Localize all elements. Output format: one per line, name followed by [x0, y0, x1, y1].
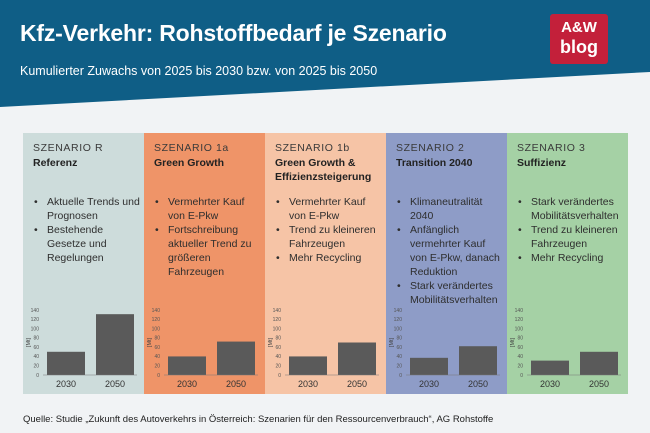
scenario-label: SZENARIO 1a — [154, 142, 229, 154]
y-tick-label: 20 — [517, 363, 523, 370]
scenario-panel — [507, 133, 628, 394]
y-tick-label: 120 — [514, 317, 523, 324]
y-tick-label: 0 — [36, 372, 39, 379]
scenario-bullets — [396, 195, 504, 307]
bar-2050 — [459, 346, 497, 375]
y-tick-label: 60 — [396, 344, 402, 351]
scenario-bullets — [33, 195, 141, 265]
y-tick-label: 140 — [272, 307, 281, 314]
bar-2030 — [531, 361, 569, 375]
y-tick-label: 20 — [154, 363, 160, 370]
y-axis-label: [Mt] — [268, 337, 274, 348]
bar-2050 — [96, 314, 134, 375]
y-axis-label: [Mt] — [26, 337, 32, 348]
y-tick-label: 140 — [393, 307, 402, 314]
y-tick-label: 40 — [33, 354, 39, 361]
bar-2050 — [338, 343, 376, 376]
x-category-label: 2050 — [104, 379, 126, 389]
y-tick-label: 0 — [278, 372, 281, 379]
page-title: Kfz-Verkehr: Rohstoffbedarf je Szenario — [20, 20, 447, 46]
scenario-panel — [265, 133, 386, 394]
y-tick-label: 120 — [272, 317, 281, 324]
bullet-item: • Aktuelle Trends und Prognosen — [33, 195, 141, 223]
bar-2030 — [168, 356, 206, 375]
bullet-item: • Fortschreibung aktueller Trend zu größeren Fahrzeugen — [154, 223, 262, 279]
y-tick-label: 120 — [393, 317, 402, 324]
mini-bar-chart — [144, 304, 265, 390]
y-tick-label: 0 — [399, 372, 402, 379]
y-tick-label: 80 — [33, 335, 39, 342]
y-tick-label: 140 — [30, 307, 39, 314]
y-tick-label: 100 — [514, 326, 523, 333]
scenario-panel — [144, 133, 265, 394]
x-category-label: 2030 — [297, 379, 319, 389]
y-tick-label: 40 — [517, 354, 523, 361]
scenario-name: Green Growth — [154, 157, 225, 169]
scenario-panels — [23, 133, 628, 394]
bullet-item: • Klimaneutralität 2040 — [396, 195, 504, 223]
y-tick-label: 140 — [514, 307, 523, 314]
bullet-item: • Trend zu kleineren Fahrzeugen — [275, 223, 383, 251]
bar-2030 — [289, 356, 327, 375]
bullet-item: • Trend zu kleineren Fahrzeugen — [517, 223, 625, 251]
x-category-label: 2050 — [225, 379, 247, 389]
mini-bar-chart — [386, 304, 507, 390]
bullet-item: • Bestehende Gesetze und Regelungen — [33, 223, 141, 265]
bar-2030 — [410, 358, 448, 375]
bullet-item: • Vermehrter Kauf von E-Pkw — [275, 195, 383, 223]
mini-bar-chart — [265, 304, 386, 390]
y-tick-label: 0 — [157, 372, 160, 379]
y-tick-label: 40 — [396, 354, 402, 361]
y-tick-label: 80 — [517, 335, 523, 342]
y-tick-label: 40 — [275, 354, 281, 361]
x-category-label: 2050 — [346, 379, 368, 389]
y-tick-label: 100 — [30, 326, 39, 333]
scenario-name: Referenz — [33, 157, 78, 169]
y-axis-label: [Mt] — [147, 337, 153, 348]
scenario-name: Green Growth & Effizienzsteigerung — [275, 157, 372, 183]
y-tick-label: 60 — [154, 344, 160, 351]
bullet-item: • Stark verändertes Mobilitätsverhalten — [517, 195, 625, 223]
x-category-label: 2030 — [176, 379, 198, 389]
bullet-item: • Vermehrter Kauf von E-Pkw — [154, 195, 262, 223]
scenario-panel — [386, 133, 507, 394]
scenario-label: SZENARIO 1b — [275, 142, 350, 154]
bullet-item: • Anfänglich vermehrter Kauf von E-Pkw, danach Reduktion — [396, 223, 504, 279]
y-tick-label: 20 — [396, 363, 402, 370]
y-tick-label: 80 — [396, 335, 402, 342]
x-category-label: 2050 — [467, 379, 489, 389]
scenario-label: SZENARIO R — [33, 142, 104, 154]
bar-2050 — [217, 342, 255, 375]
y-axis-label: [Mt] — [389, 337, 395, 348]
logo-text-bottom: blog — [560, 37, 598, 57]
scenario-name: Suffizienz — [517, 157, 566, 169]
scenario-bullets — [154, 195, 262, 279]
y-tick-label: 80 — [275, 335, 281, 342]
x-category-label: 2030 — [55, 379, 77, 389]
mini-bar-chart — [507, 304, 628, 390]
y-tick-label: 120 — [30, 317, 39, 324]
y-tick-label: 60 — [33, 344, 39, 351]
x-category-label: 2030 — [539, 379, 561, 389]
bullet-item: • Mehr Recycling — [275, 251, 383, 265]
logo-text-top: A&W — [561, 19, 597, 36]
scenario-name: Transition 2040 — [396, 157, 473, 169]
y-tick-label: 100 — [272, 326, 281, 333]
bar-2050 — [580, 352, 618, 375]
y-tick-label: 80 — [154, 335, 160, 342]
scenario-bullets — [275, 195, 383, 265]
y-tick-label: 100 — [393, 326, 402, 333]
mini-bar-chart — [23, 304, 144, 390]
aw-blog-logo[interactable] — [550, 14, 608, 64]
y-tick-label: 0 — [520, 372, 523, 379]
bullet-item: • Mehr Recycling — [517, 251, 625, 265]
bar-2030 — [47, 352, 85, 375]
scenario-panel — [23, 133, 144, 394]
y-tick-label: 20 — [33, 363, 39, 370]
bullet-item: • Stark verändertes Mobilitätsverhalten — [396, 279, 504, 307]
scenario-label: SZENARIO 3 — [517, 142, 586, 154]
y-tick-label: 20 — [275, 363, 281, 370]
source-note: Quelle: Studie „Zukunft des Autoverkehrs in Österreich: Szenarien für den Ressourcenverbrauch“, AG Rohstoffe — [23, 414, 494, 425]
x-category-label: 2030 — [418, 379, 440, 389]
y-tick-label: 140 — [151, 307, 160, 314]
y-tick-label: 100 — [151, 326, 160, 333]
y-axis-label: [Mt] — [510, 337, 516, 348]
y-tick-label: 40 — [154, 354, 160, 361]
scenario-label: SZENARIO 2 — [396, 142, 465, 154]
y-tick-label: 120 — [151, 317, 160, 324]
x-category-label: 2050 — [588, 379, 610, 389]
page-subtitle: Kumulierter Zuwachs von 2025 bis 2030 bzw. von 2025 bis 2050 — [20, 64, 378, 78]
y-tick-label: 60 — [517, 344, 523, 351]
y-tick-label: 60 — [275, 344, 281, 351]
scenario-bullets — [517, 195, 625, 265]
